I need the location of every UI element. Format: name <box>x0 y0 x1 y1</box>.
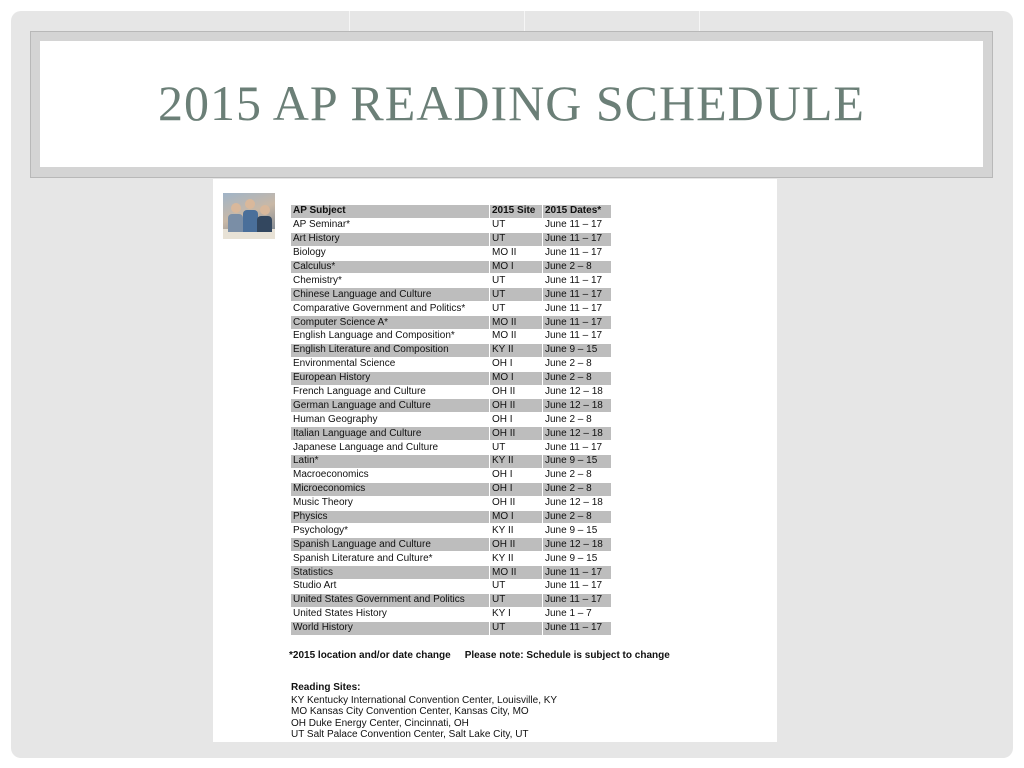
table-row <box>291 413 611 427</box>
site-cell: MO II <box>490 330 542 344</box>
table-row <box>291 566 611 580</box>
dates-cell: June 9 – 15 <box>543 552 611 566</box>
subject-cell: Spanish Language and Culture <box>291 538 489 552</box>
table-row <box>291 274 611 288</box>
dates-cell: June 11 – 17 <box>543 302 611 316</box>
dates-cell: June 12 – 18 <box>543 427 611 441</box>
table-row <box>291 593 611 607</box>
dates-cell: June 11 – 17 <box>543 218 611 232</box>
table-row <box>291 552 611 566</box>
table-row <box>291 316 611 330</box>
background-tile-divider <box>349 11 350 31</box>
header-subject: AP Subject <box>291 205 489 218</box>
subject-cell: United States Government and Politics <box>291 593 489 607</box>
site-cell: MO II <box>490 566 542 580</box>
subject-cell: United States History <box>291 607 489 621</box>
site-cell: MO II <box>490 246 542 260</box>
dates-cell: June 11 – 17 <box>543 441 611 455</box>
table-row <box>291 538 611 552</box>
header-dates: 2015 Dates* <box>543 205 611 218</box>
dates-cell: June 2 – 8 <box>543 468 611 482</box>
subject-cell: Chemistry* <box>291 274 489 288</box>
dates-cell: June 11 – 17 <box>543 232 611 246</box>
dates-cell: June 2 – 8 <box>543 357 611 371</box>
subject-cell: Italian Language and Culture <box>291 427 489 441</box>
site-cell: OH I <box>490 357 542 371</box>
site-cell: MO I <box>490 260 542 274</box>
subject-cell: European History <box>291 371 489 385</box>
subject-cell: Macroeconomics <box>291 468 489 482</box>
table-row <box>291 482 611 496</box>
dates-cell: June 2 – 8 <box>543 482 611 496</box>
site-cell: OH I <box>490 468 542 482</box>
site-cell: OH II <box>490 385 542 399</box>
subject-cell: French Language and Culture <box>291 385 489 399</box>
table-row <box>291 510 611 524</box>
subject-cell: Human Geography <box>291 413 489 427</box>
subject-cell: Microeconomics <box>291 482 489 496</box>
site-cell: OH II <box>490 538 542 552</box>
site-cell: UT <box>490 218 542 232</box>
subject-cell: Computer Science A* <box>291 316 489 330</box>
subject-cell: Studio Art <box>291 580 489 594</box>
reading-site-line: MO Kansas City Convention Center, Kansas City, MO <box>291 706 529 717</box>
site-cell: OH II <box>490 427 542 441</box>
dates-cell: June 12 – 18 <box>543 538 611 552</box>
reading-site-line: KY Kentucky International Convention Center, Louisville, KY <box>291 694 558 706</box>
site-cell: OH I <box>490 482 542 496</box>
dates-cell: June 2 – 8 <box>543 510 611 524</box>
background-tile-divider <box>524 11 525 31</box>
table-row <box>291 427 611 441</box>
dates-cell: June 11 – 17 <box>543 330 611 344</box>
table-row <box>291 468 611 482</box>
site-cell: KY II <box>490 552 542 566</box>
table-row <box>291 371 611 385</box>
slide-title: 2015 AP READING SCHEDULE <box>158 74 865 131</box>
site-cell: OH I <box>490 413 542 427</box>
slide <box>11 11 1013 758</box>
dates-cell: June 11 – 17 <box>543 580 611 594</box>
table-row <box>291 343 611 357</box>
site-cell: UT <box>490 288 542 302</box>
title-frame <box>30 31 993 178</box>
subject-cell: Psychology* <box>291 524 489 538</box>
people-at-desk-photo <box>223 193 275 239</box>
reading-site-line: UT Salt Palace Convention Center, Salt Lake City, UT <box>291 729 529 740</box>
table-header-row <box>291 205 611 218</box>
site-cell: UT <box>490 621 542 635</box>
dates-cell: June 1 – 7 <box>543 607 611 621</box>
site-cell: KY II <box>490 455 542 469</box>
site-cell: UT <box>490 441 542 455</box>
site-cell: OH II <box>490 496 542 510</box>
dates-cell: June 2 – 8 <box>543 371 611 385</box>
site-cell: UT <box>490 580 542 594</box>
subject-cell: Chinese Language and Culture <box>291 288 489 302</box>
dates-cell: June 2 – 8 <box>543 413 611 427</box>
subject-cell: Calculus* <box>291 260 489 274</box>
subject-cell: German Language and Culture <box>291 399 489 413</box>
site-cell: MO II <box>490 316 542 330</box>
site-cell: KY II <box>490 343 542 357</box>
dates-cell: June 11 – 17 <box>543 593 611 607</box>
table-row <box>291 357 611 371</box>
table-row <box>291 288 611 302</box>
site-cell: MO I <box>490 371 542 385</box>
table-row <box>291 524 611 538</box>
subject-cell: World History <box>291 621 489 635</box>
dates-cell: June 11 – 17 <box>543 566 611 580</box>
site-cell: UT <box>490 302 542 316</box>
table-row <box>291 246 611 260</box>
subject-cell: Physics <box>291 510 489 524</box>
table-row <box>291 260 611 274</box>
table-row <box>291 607 611 621</box>
schedule-document <box>213 179 777 742</box>
subject-cell: Latin* <box>291 455 489 469</box>
dates-cell: June 11 – 17 <box>543 274 611 288</box>
title-box <box>40 41 983 167</box>
table-row <box>291 621 611 635</box>
subject-cell: Environmental Science <box>291 357 489 371</box>
dates-cell: June 9 – 15 <box>543 524 611 538</box>
subject-cell: English Literature and Composition <box>291 343 489 357</box>
dates-cell: June 11 – 17 <box>543 288 611 302</box>
subject-cell: Japanese Language and Culture <box>291 441 489 455</box>
dates-cell: June 12 – 18 <box>543 496 611 510</box>
table-row <box>291 302 611 316</box>
dates-cell: June 12 – 18 <box>543 385 611 399</box>
dates-cell: June 2 – 8 <box>543 260 611 274</box>
background-tile-divider <box>699 11 700 31</box>
dates-cell: June 11 – 17 <box>543 246 611 260</box>
table-row <box>291 580 611 594</box>
table-row <box>291 232 611 246</box>
site-cell: KY I <box>490 607 542 621</box>
table-row <box>291 496 611 510</box>
subject-cell: Biology <box>291 246 489 260</box>
table-row <box>291 399 611 413</box>
footnote-change: *2015 location and/or date change <box>289 650 451 661</box>
site-cell: MO I <box>490 510 542 524</box>
subject-cell: Music Theory <box>291 496 489 510</box>
subject-cell: Statistics <box>291 566 489 580</box>
table-row <box>291 218 611 232</box>
header-site: 2015 Site <box>490 205 542 218</box>
site-cell: OH II <box>490 399 542 413</box>
table-row <box>291 455 611 469</box>
site-cell: UT <box>490 274 542 288</box>
dates-cell: June 9 – 15 <box>543 343 611 357</box>
schedule-table <box>291 205 611 636</box>
subject-cell: Spanish Literature and Culture* <box>291 552 489 566</box>
reading-site-line: OH Duke Energy Center, Cincinnati, OH <box>291 717 469 729</box>
subject-cell: English Language and Composition* <box>291 330 489 344</box>
dates-cell: June 12 – 18 <box>543 399 611 413</box>
subject-cell: AP Seminar* <box>291 218 489 232</box>
footnote-note: Please note: Schedule is subject to change <box>464 650 670 661</box>
reading-sites <box>291 682 557 741</box>
dates-cell: June 11 – 17 <box>543 621 611 635</box>
dates-cell: June 11 – 17 <box>543 316 611 330</box>
subject-cell: Comparative Government and Politics* <box>291 302 489 316</box>
subject-cell: Art History <box>291 232 489 246</box>
dates-cell: June 9 – 15 <box>543 455 611 469</box>
footnote <box>289 650 670 661</box>
site-cell: UT <box>490 593 542 607</box>
schedule-table-body <box>291 218 611 635</box>
table-row <box>291 330 611 344</box>
table-row <box>291 385 611 399</box>
site-cell: KY II <box>490 524 542 538</box>
reading-sites-heading: Reading Sites: <box>291 682 361 693</box>
table-row <box>291 441 611 455</box>
site-cell: UT <box>490 232 542 246</box>
